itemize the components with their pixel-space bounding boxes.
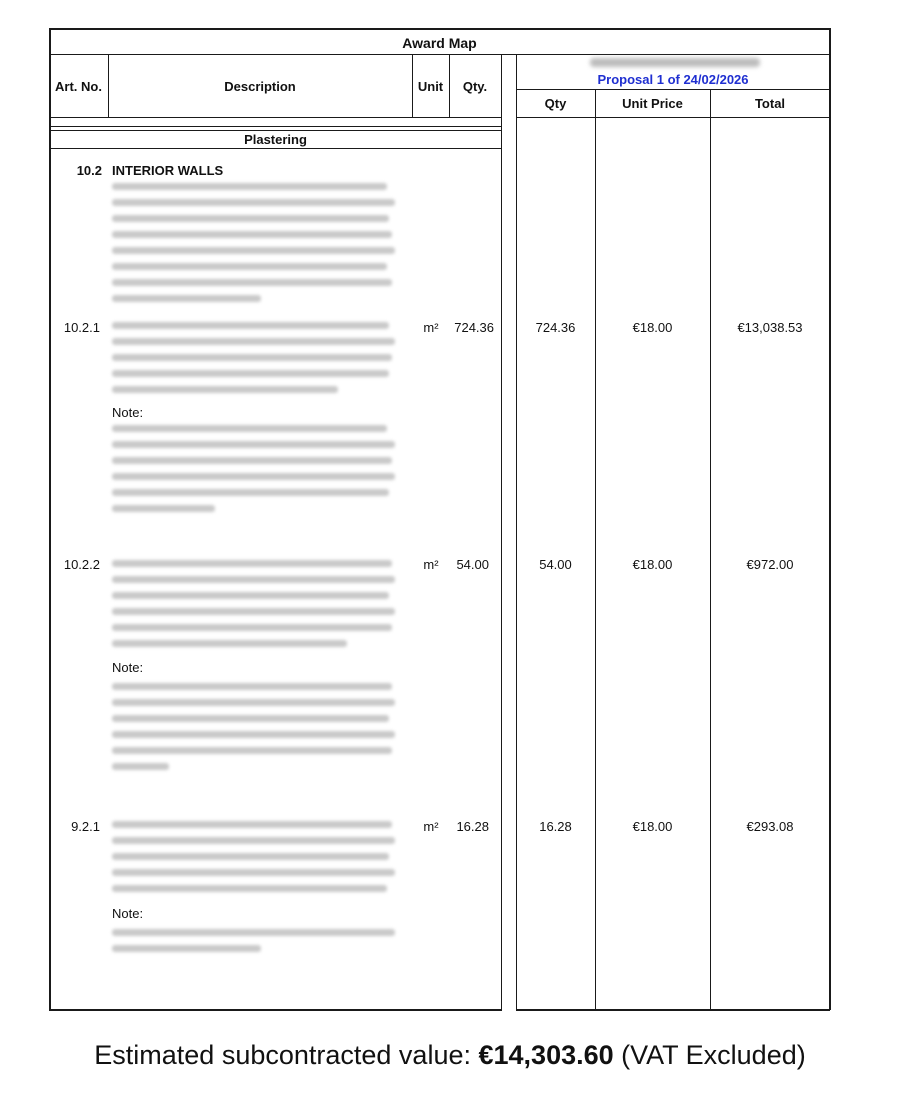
item-total: €13,038.53: [737, 320, 803, 335]
item-proposal-qty: 54.00: [539, 557, 572, 572]
item-unit: m²: [423, 557, 439, 572]
item-unit-price: €18.00: [632, 819, 673, 834]
item-total: €293.08: [746, 819, 794, 834]
item-note-redacted: [112, 683, 398, 779]
item-art-no: 9.2.1: [71, 819, 100, 834]
summary-line: [0, 1040, 900, 1071]
item-unit-price: €18.00: [632, 557, 673, 572]
item-description-redacted: [112, 821, 398, 901]
item-proposal-qty: 724.36: [535, 320, 576, 335]
chapter-number: 10.2: [76, 163, 102, 178]
item-art-no: 10.2.2: [63, 557, 100, 572]
col-header-total: Total: [754, 96, 786, 111]
item-unit-price: €18.00: [632, 320, 673, 335]
supplier-name-redacted: [590, 58, 760, 67]
summary-suffix: (VAT Excluded): [621, 1040, 806, 1070]
col-header-unit: Unit: [417, 79, 444, 94]
chapter-title: INTERIOR WALLS: [112, 163, 224, 178]
item-note-label: Note:: [112, 906, 144, 921]
item-total: €972.00: [746, 557, 794, 572]
section-title: Plastering: [244, 132, 307, 147]
item-description-redacted: [112, 322, 398, 402]
col-header-qty: Qty.: [462, 79, 488, 94]
col-header-description: Description: [224, 79, 296, 94]
item-note-label: Note:: [112, 405, 144, 420]
summary-label: Estimated subcontracted value:: [94, 1040, 471, 1070]
item-note-redacted: [112, 425, 398, 521]
item-unit: m²: [423, 320, 439, 335]
item-proposal-qty: 16.28: [539, 819, 572, 834]
item-qty: 16.28: [456, 819, 489, 834]
table-title: Award Map: [402, 35, 477, 51]
col-header-proposal-qty: Qty: [544, 96, 567, 111]
item-description-redacted: [112, 560, 398, 656]
chapter-description-redacted: [112, 183, 398, 311]
col-header-unit-price: Unit Price: [622, 96, 683, 111]
summary-value: €14,303.60: [478, 1040, 614, 1070]
item-qty: 54.00: [456, 557, 489, 572]
col-header-art-no: Art. No.: [55, 79, 102, 94]
proposal-label: Proposal 1 of 24/02/2026: [597, 72, 749, 87]
item-qty: 724.36: [454, 320, 494, 335]
item-unit: m²: [423, 819, 439, 834]
item-art-no: 10.2.1: [63, 320, 100, 335]
item-note-label: Note:: [112, 660, 144, 675]
item-note-redacted: [112, 929, 398, 961]
